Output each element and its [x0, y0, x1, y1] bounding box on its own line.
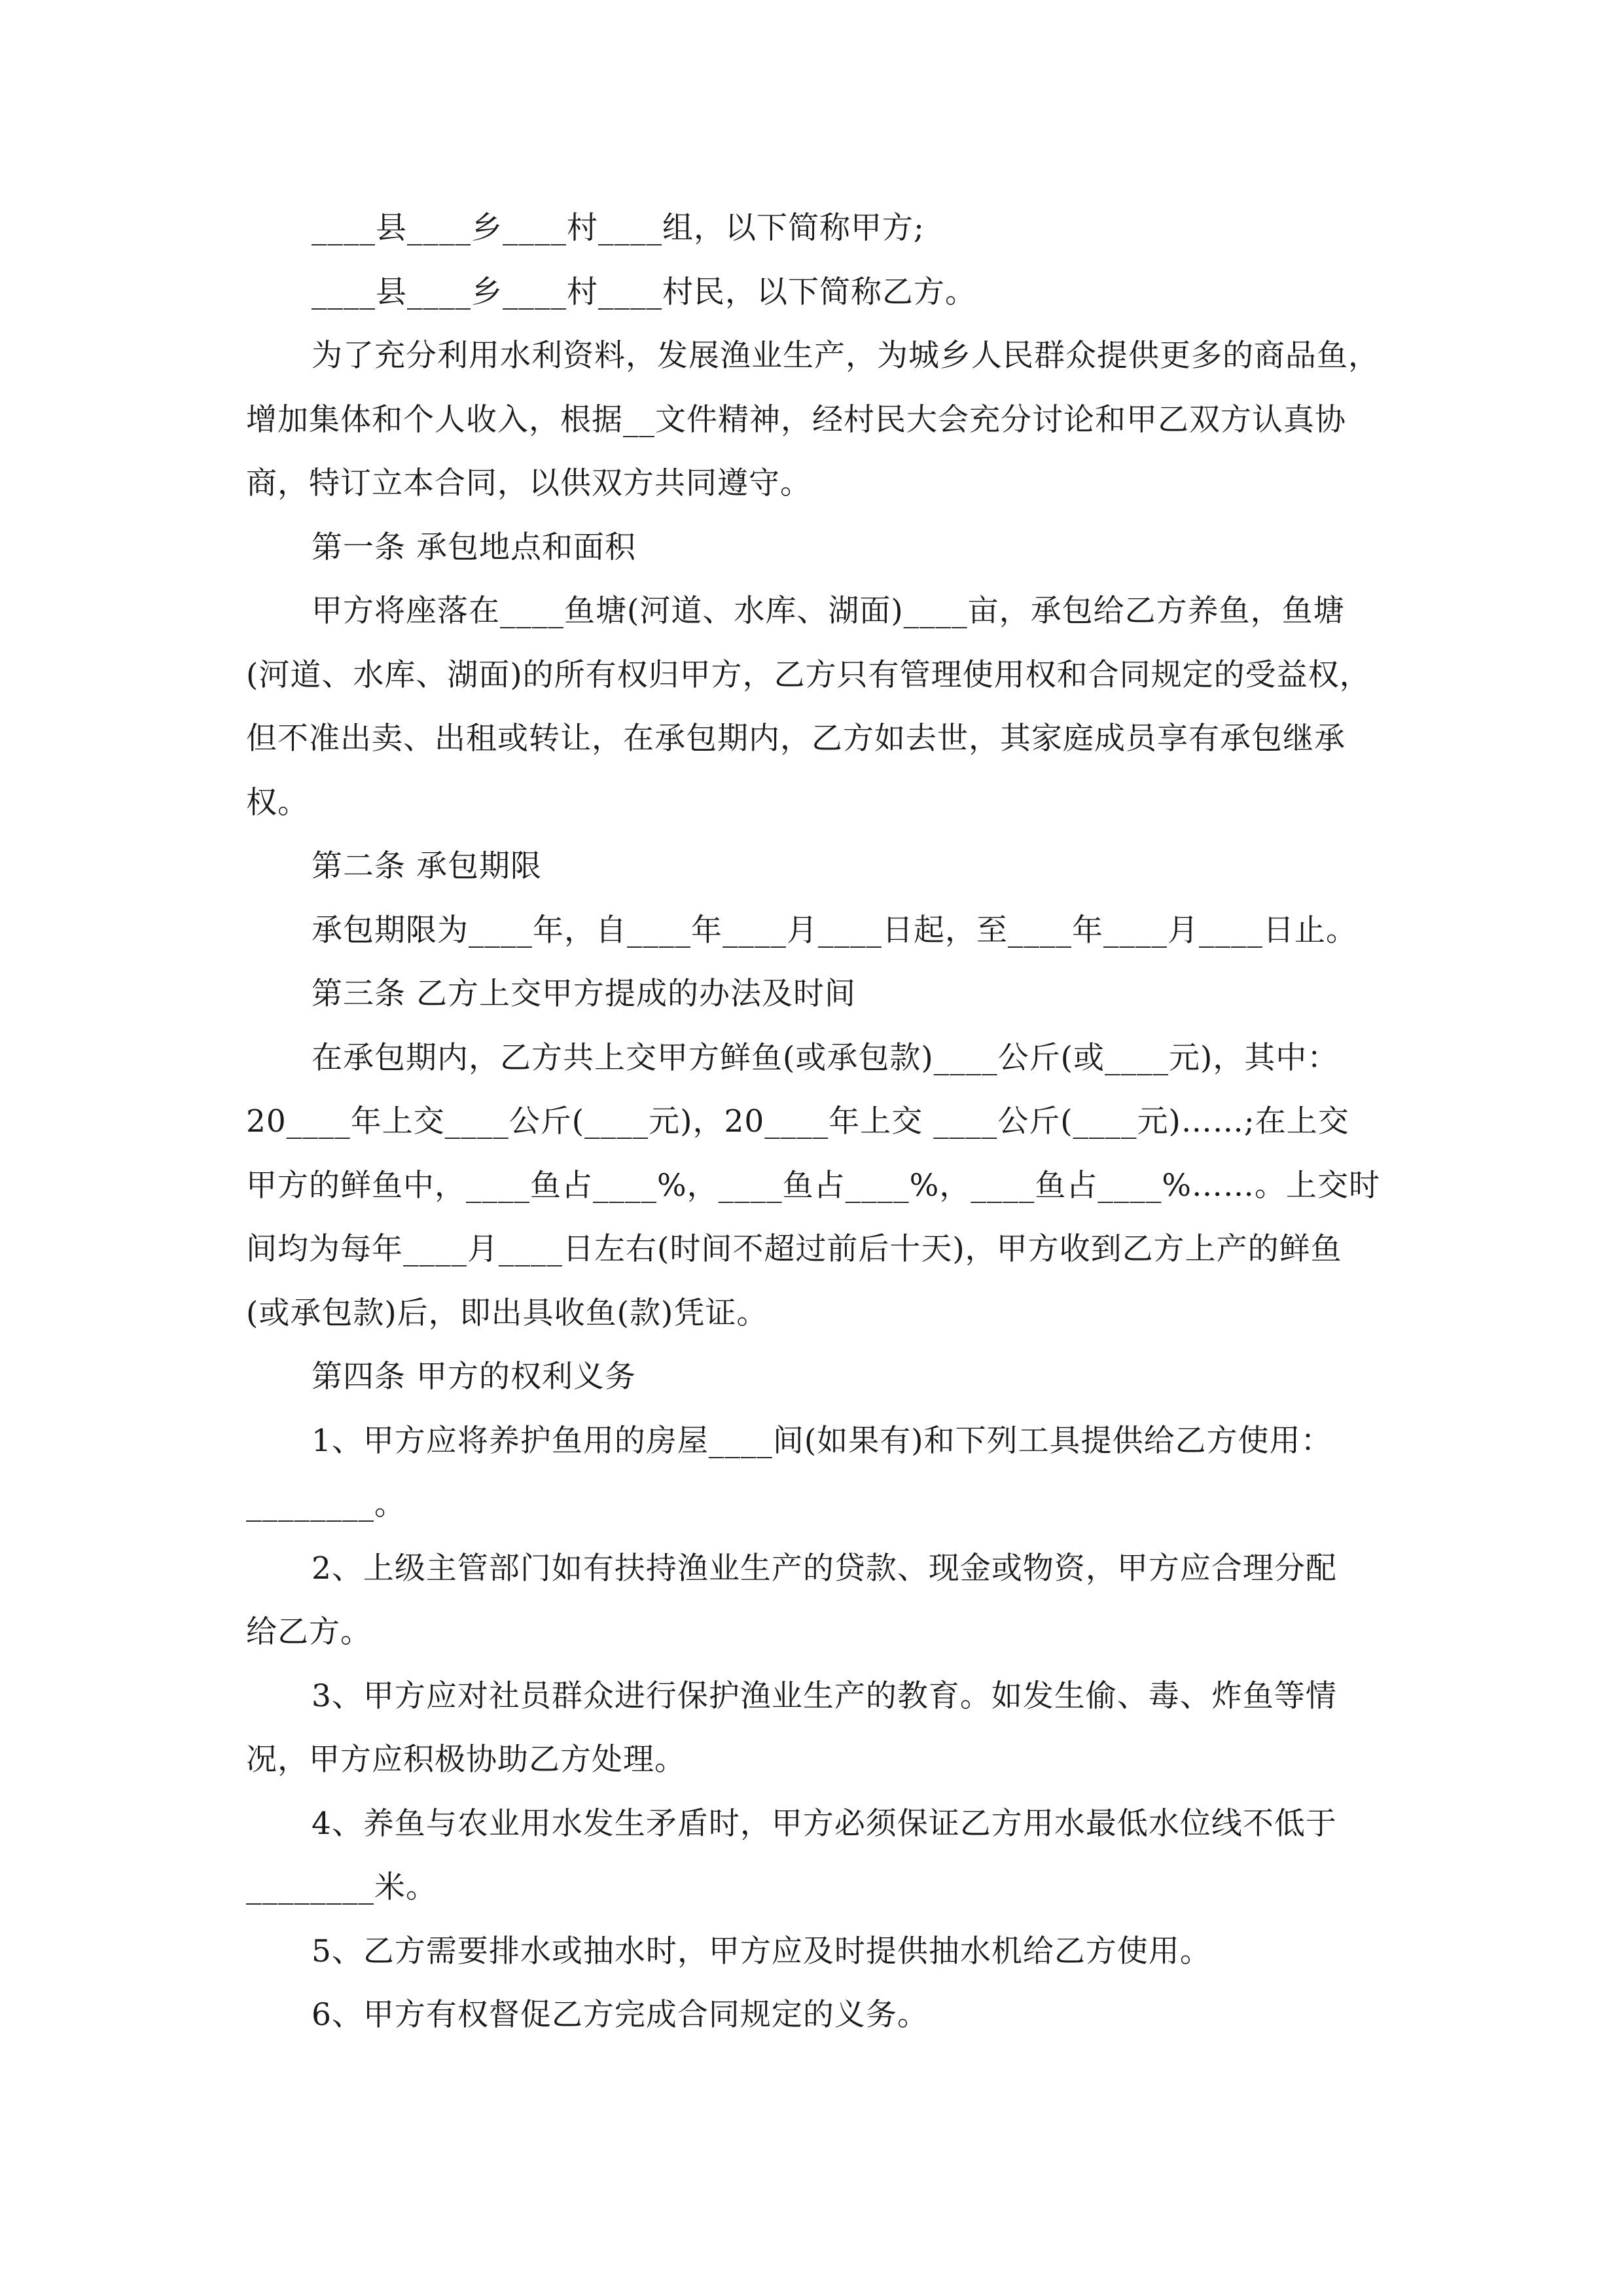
article-1-text: (河道、水库、湖面)的所有权归甲方，乙方只有管理使用权和合同规定的受益权， — [246, 656, 1371, 693]
article-3-text: 间均为每年____月____日左右(时间不超过前后十天)，甲方收到乙方上产的鲜鱼 — [246, 1231, 1342, 1267]
contract-body — [246, 196, 1398, 2047]
preamble-line: 增加集体和个人收入，根据__文件精神，经村民大会充分讨论和甲乙双方认真协 — [246, 401, 1346, 438]
article-1-text: 甲方将座落在____鱼塘(河道、水库、湖面)____亩，承包给乙方养鱼，鱼塘 — [312, 593, 1345, 629]
article-2-text: 承包期限为____年，自____年____月____日起，至____年____月____日止。 — [312, 912, 1357, 948]
article-1-heading: 第一条 承包地点和面积 — [312, 529, 636, 565]
article-4-item-1: ________。 — [246, 1486, 406, 1522]
article-3-text: 在承包期内，乙方共上交甲方鲜鱼(或承包款)____公斤(或____元)，其中： — [312, 1039, 1339, 1076]
article-4-item-3: 3、甲方应对社员群众进行保护渔业生产的教育。如发生偷、毒、炸鱼等情 — [312, 1677, 1337, 1714]
article-4-item-4: 4、养鱼与农业用水发生矛盾时，甲方必须保证乙方用水最低水位线不低于 — [312, 1805, 1337, 1842]
preamble-line: 为了充分利用水利资料，发展渔业生产，为城乡人民群众提供更多的商品鱼， — [312, 338, 1380, 374]
article-1-text: 但不准出卖、出租或转让，在承包期内，乙方如去世，其家庭成员享有承包继承 — [246, 721, 1346, 757]
party-a-line: ____县____乡____村____组，以下简称甲方; — [312, 210, 925, 246]
article-3-heading: 第三条 乙方上交甲方提成的办法及时间 — [312, 976, 856, 1012]
article-2-heading: 第二条 承包期限 — [312, 848, 542, 884]
article-4-item-4: ________米。 — [246, 1869, 437, 1905]
article-3-text: (或承包款)后，即出具收鱼(款)凭证。 — [246, 1295, 768, 1331]
article-4-heading: 第四条 甲方的权利义务 — [312, 1359, 636, 1395]
article-1-text: 权。 — [246, 784, 309, 821]
article-4-item-3: 况，甲方应积极协助乙方处理。 — [246, 1742, 686, 1778]
preamble-line: 商，特订立本合同，以供双方共同遵守。 — [246, 465, 812, 501]
article-4-item-2: 给乙方。 — [246, 1614, 372, 1650]
article-3-text: 甲方的鲜鱼中，____鱼占____%，____鱼占____%，____鱼占____%……。上交时 — [246, 1167, 1380, 1204]
article-4-item-2: 2、上级主管部门如有扶持渔业生产的贷款、现金或物资，甲方应合理分配 — [312, 1550, 1337, 1587]
article-4-item-6: 6、甲方有权督促乙方完成合同规定的义务。 — [312, 1997, 929, 2033]
article-3-text: 20____年上交____公斤(____元)，20____年上交 ____公斤(____元)……;在上交 — [246, 1103, 1349, 1139]
party-b-line: ____县____乡____村____村民，以下简称乙方。 — [312, 274, 976, 310]
article-4-item-1: 1、甲方应将养护鱼用的房屋____间(如果有)和下列工具提供给乙方使用： — [312, 1422, 1332, 1459]
article-4-item-5: 5、乙方需要排水或抽水时，甲方应及时提供抽水机给乙方使用。 — [312, 1933, 1211, 1969]
